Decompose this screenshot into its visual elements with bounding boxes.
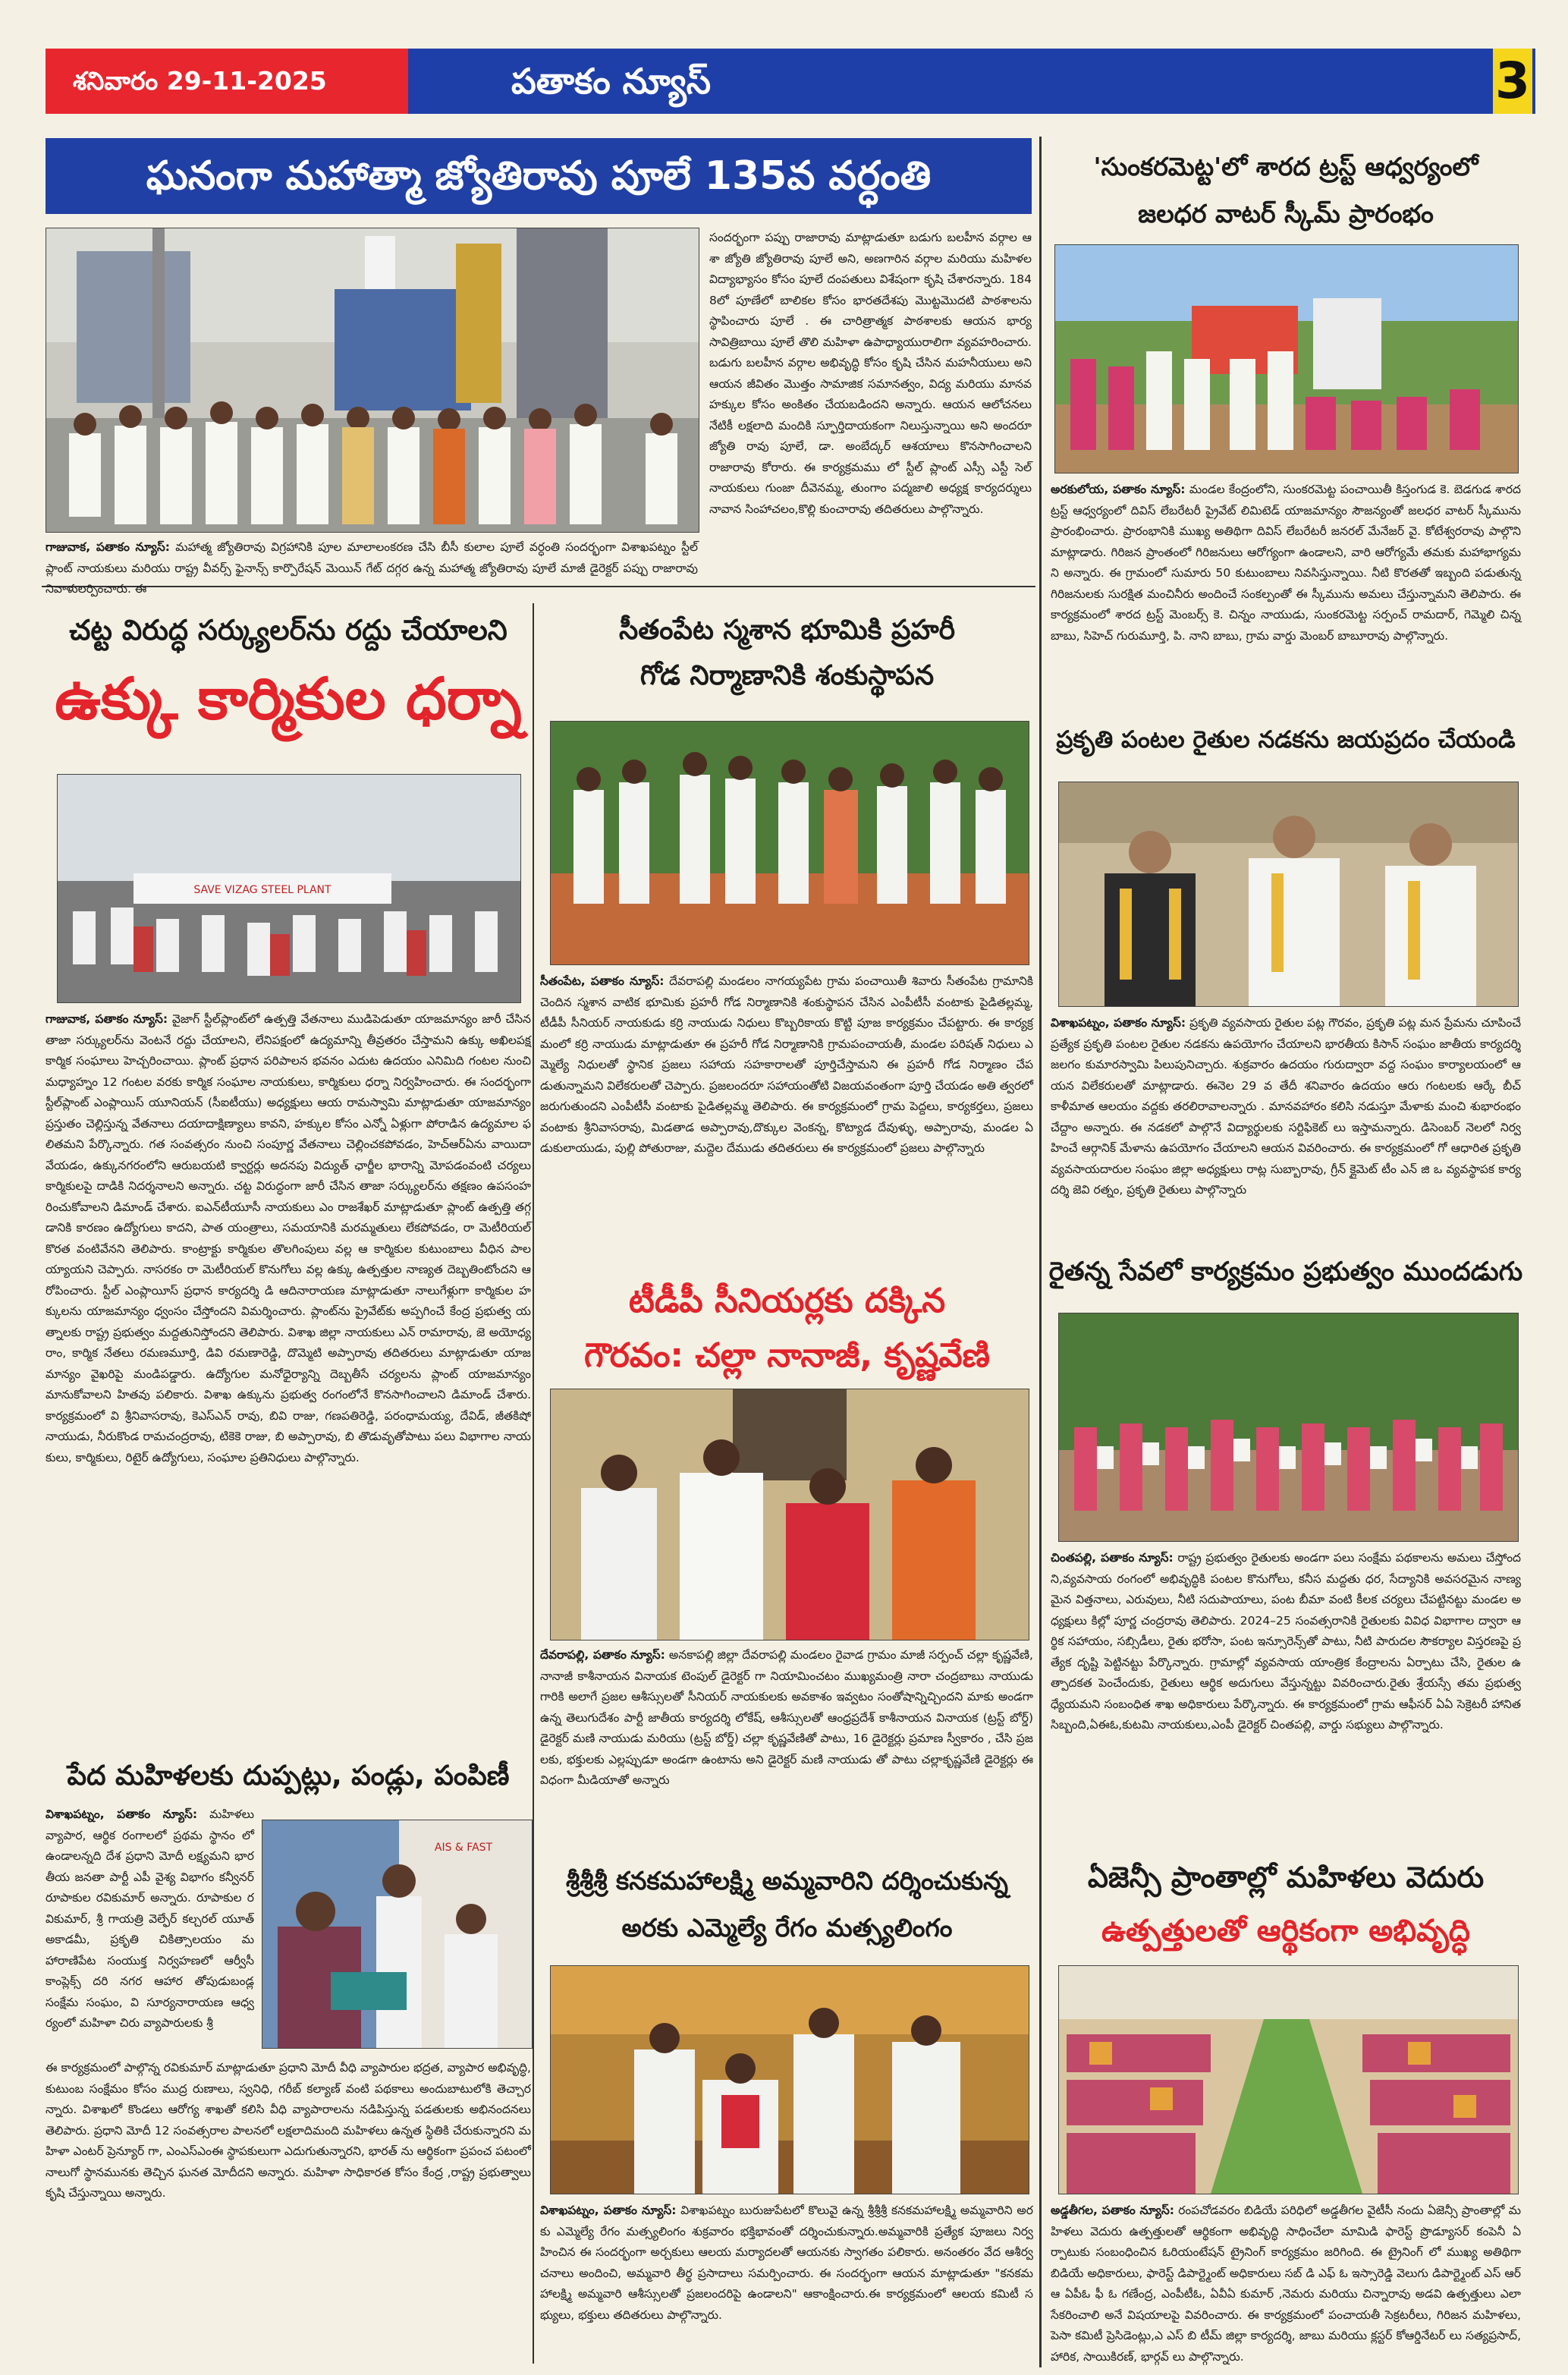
story9-text: రాష్ట్ర ప్రభుత్వం రైతులకు అండగా పలు సంక్షేమ పథకాలను అమలు చేస్తోందని,వ్యవసాయ రంగంలో అభివృద్ధికి పంటల కొనుగోలు, కనీస మద్దతు ధర, సేద్యానికి అవసరమైన నాణ్యమైన విత్తనాలు, ఎరువులు, నీటి సదుపాయాలు, పంట బీమా వంటి కీలక చర్యలు చేపట్టినట్టు మండల అధ్యక్షులు కిల్లో పూర్ణ చంద్రరావు తెలిపారు. 2024–25 సంవత్సరానికి రైతులకు వివిధ విభాగాల ద్వారా ఆర్థిక సహాయం, సబ్సిడీలు, రైతు భరోసా, పంట ఇన్సూరెన్స్‌తో పాటు, నీటి పారుదల సౌకర్యాల విస్తరణపై ప్రత్యేక దృష్టి పెట్టినట్టు పేర్కొన్నారు. గ్రామాల్లో వ్యవసాయ యాంత్రిక కేంద్రాలను ఏర్పాటు చేసి, రైతుల ఉత్పాదకత పెంచేందుకు, రైతులు ఆర్థిక అదుగులు వేస్తున్నట్టు వివరించారు.రైతు శ్రేయస్సే తమ ప్రభుత్వ ధ్యేయమని సంబంధిత శాఖ అధికారులు పేర్కొన్నారు. ఈ కార్యక్రమంలో గ్రామ ఆఫీసర్ ఏఏ సెక్రెటరీ హానిత సిబ్బంది,ఏఈఓ,కుటమి నాయకులు,ఎంపీ డైరెక్టర్ చింతపల్లి, వార్డు సభ్యులు పాల్గొన్నారు. bbox=[1051, 1551, 1521, 1732]
story4-headline: పేద మహిళలకు దుప్పట్లు, పండ్లు, పంపిణీ bbox=[67, 1760, 510, 1791]
story2-headline-line1: 'సుంకరమెట్ట'లో శారద ట్రస్ట్ ఆధ్వర్యంలో bbox=[1093, 152, 1478, 181]
story3-text: వైజాగ్ స్టీల్‌ప్లాంట్‌లో ఉత్పత్తి వేతనాలు ముడిపెడుతూ యాజమాన్యం జారీ చేసిన తాజా సర్క్యులర్‌ను వెంటనే రద్దు చేయాలని, లేనిపక్షంలో ఉద్యమాన్ని తీవ్రతరం చేస్తామని ఉక్కు అఖిలపక్ష కార్మిక సంఘాలు హెచ్చరించాయి. ప్లాంట్ ప్రధాన పరిపాలన భవనం ఎదుట ఉదయం ఎనిమిది గంటల నుంచి మధ్యాహ్నం 12 గంటల వరకు కార్మిక సంఘాల నాయకులు, కార్మికులు ధర్నా నిర్వహించారు. ఈ సందర్భంగా స్టీల్‌ప్లాంట్ ఎంప్లాయిస్ యూనియన్ (సీఐటీయు) అధ్యక్షులు ఆయ రామస్వామి మాట్లాడుతూ యాజమాన్యం ప్రస్తుతం చెల్లిస్తున్న వేతనాలు దయాదాక్షిణ్యాలు కావని, హక్కుల కోసం ఎన్నో ఏళ్లుగా పోరాడిన ఉద్యమాల ఫలితమని పేర్కొన్నారు. గత సంవత్సరం నుంచి సంపూర్ణ వేతనాలు చెల్లించకపోవడం, హెచ్‌ఆర్‌ఏను వాయిదా వేయడం, ఉక్కునగరంలోని ఆరుబయటి క్వార్టర్లు అదనపు విద్యుత్ ఛార్జీల భారాన్ని మోపడంవంటి చర్యలు కార్మికులపై దాడికి నిదర్శనాలని అన్నారు. చట్ట విరుద్ధంగా జారీ చేసిన తాజా సర్క్యులర్‌ను తక్షణం ఉపసంహరించుకోవాలని డిమాండ్ చేశారు. ఐఎన్‌టీయూసీ నాయకులు ఎం రాజశేఖర్ మాట్లాడుతూ ప్లాంట్ ఉత్పత్తి తగ్గడానికి కారణం ఉద్యోగులు కాదని, పాత యంత్రాలు, సమయానికి మరమ్మతులు లేకపోవడం, రా మెటీరియల్ కొరత వంటివేనని తెలిపారు. కాంట్రాక్టు కార్మికుల తొలగింపులు వల్ల ఆ కార్మికుల కుటుంబాలు వీధిన పాలయ్యాయని చెప్పారు. నాసరకం రా మెటీరియల్ కొనుగోలు వల్ల ఉక్కు ఉత్పత్తుల నాణ్యత దెబ్బతింటోందని ఆరోపించారు. స్టీల్ ఎంప్లాయీస్ ప్రధాన కార్యదర్శి డి ఆదినారాయణ మాట్లాడుతూ నాలుగేళ్లుగా కార్మికుల హక్కులను యాజమాన్యం ధ్వంసం చేస్తోందని విమర్శించారు. ప్లాంట్‌ను ప్రైవేట్‌కు అప్పగించే కేంద్ర ప్రభుత్వ యత్నాలకు రాష్ట్ర ప్రభుత్వం మద్దతునిస్తోందని తెలిపారు. విశాఖ జిల్లా నాయకులు ఎన్ రామారావు, జె అయోధ్యరాం, కార్మిక నేతలు రమణమూర్తి, డివి రమణారెడ్డి, దొమ్మెటి అప్పారావు తదితరులు మాట్లాడుతూ యాజమాన్యం వైఖరిపై మండిపడ్డారు. ఉద్యోగుల మనోధైర్యాన్ని దెబ్బతీసే చర్యలను ప్లాంట్ యాజమాన్యం మానుకోవాలని హితవు పలికారు. విశాఖ ఉక్కును ప్రభుత్వ రంగంలోనే కొనసాగించాలని డిమాండ్ చేశారు. కార్యక్రమంలో వి శ్రీనివాసరావు, కెఎస్ఎన్ రావు, బివి రాజు, గణపతిరెడ్డి, పరంధామయ్య, దేవిడ్, జీతకిషో నాయుడు, నీరుకొండ రామచంద్రరావు, టికెకె రాజు, బి అప్పారావు, బి తొడువృతోపాటు పలు విభాగాల నాయకులు, కార్మికులు, రిటైర్ ఉద్యోగులు, సంఘాల ప్రతినిధులు పాల్గొన్నారు. bbox=[46, 1012, 532, 1464]
story7-headline-line1: శ్రీశ్రీశ్రీ కనకమహాలక్ష్మి అమ్మవారిని దర్శించుకున్న bbox=[566, 1866, 1008, 1895]
story10-headline-line1: ఏజెన్సీ ప్రాంతాల్లో మహిళలు వెదురు bbox=[1087, 1861, 1485, 1894]
page-number: 3 bbox=[1493, 49, 1532, 114]
story7-photo bbox=[550, 1965, 1029, 2194]
masthead bbox=[46, 49, 1532, 114]
story8-body bbox=[1051, 1013, 1521, 1241]
story2-dateline: అరకులోయ, పతాకం న్యూస్: bbox=[1051, 483, 1186, 496]
story1-photo bbox=[46, 228, 699, 533]
story10-photo bbox=[1058, 1965, 1519, 2194]
story5-text: దేవరాపల్లి మండలం నాగయ్యపేట గ్రామ పంచాయితీ శివారు సీతంపేట గ్రామానికి చెందిన స్మశాన వాటిక భూమికు ప్రహరీ గోడ నిర్మాణానికి శంకుస్థాపన చేసిన ఎంపీటీసీ వంటాకు పైడితల్లమ్మ, టీడీపీ సీనియర్ నాయకుడు కర్రి నాయుడు నిధులు కొబ్బరికాయ కొట్టి పూజ కార్యక్రమం చేపట్టారు. ఈ కార్యక్రమంలో కర్రి నాయుడు మాట్లాడుతూ ఈ ప్రహరీ గోడ నిర్మాణానికి గ్రామపంచాయతీ, మండల పరిషత్ నిధులు ఎమ్మెల్యే నిధులతో స్థానిక ప్రజలు సహాయ సహకారాలతో పూర్తిచేస్తామని ఈ ప్రహరీ గోడ నిర్మాణం చేపడుతున్నామని విలేకరులతో చెప్పారు. ప్రజలందరూ సహాయంతోటి విజయవంతంగా పూర్తి చేయడం అతి త్వరలో జరుగుతుందని ఎంపీటీసీ వంటాకు పైడితల్లమ్మ తెలిపారు. ఈ కార్యక్రమంలో గ్రామ పెద్దలు, కార్యకర్తలు, ప్రజలు వంటాకు శ్రీనివాసరావు, మిడతాడ అప్పారావు,దొక్కుల వెంకన్న, కొట్యాడ దేవుళ్ళు, అప్పారావు, మండల ఏడుకులాయుడు, పుల్లి పోతురాజు, మద్దెల దేముడు తదితరులు ఈ కార్యక్రమంలో ప్రజలు పాల్గొన్నారు bbox=[540, 974, 1033, 1155]
story5-dateline: సీతంపేట, పతాకం న్యూస్: bbox=[540, 974, 665, 988]
story6-headline-line1: టీడీపీ సీనియర్లకు దక్కిన bbox=[628, 1282, 946, 1320]
rule-vertical-right bbox=[1039, 137, 1042, 2367]
story9-headline: రైతన్న సేవలో కార్యక్రమం ప్రభుత్వం ముందడుగు bbox=[1048, 1257, 1523, 1287]
story7-headline-line2: అరకు ఎమ్మెల్యే రేగం మత్స్యలింగం bbox=[621, 1913, 953, 1942]
rule-vertical-mid bbox=[533, 603, 534, 2364]
story1-lead: మహాత్మ జ్యోతిరావు విగ్రహానికి పూల మాలాలంకరణ చేసి బీసీ కులాల పూలే వర్ధంతి సందర్భంగా విశాఖపట్నం స్టీల్ ప్లాంట్ నాయకులు మరియు రాష్ట్ర వీవర్స్ ఫైనాన్స్ కార్పొరేషన్ మెయిన్ గేట్ దగ్గర ఉన్న మహాత్మ జ్యోతిరావు పూలే మాజీ డైరెక్టర్ పప్పు రాజారావు నివాళులర్పించారు. ఈ bbox=[46, 540, 699, 596]
story1-body: సందర్భంగా పప్పు రాజారావు మాట్లాడుతూ బడుగు బలహీన వర్గాల ఆశా జ్యోతి జ్యోతిరావు పూలే అని, అణగారిన వర్గాల మరియు మహిళల విద్యాభ్యాసం కోసం పూలే దంపతులు విశేషంగా కృషి చేశారన్నారు. 1848లో పూణేలో బాలికల కోసం భారతదేశపు మొట్టమొదటి పాఠశాలను స్థాపించారు పూలే . ఈ చారిత్రాత్మక పాఠశాలకు ఆయన భార్య సావిత్రిబాయి పూలే తొలి మహిళా ఉపాధ్యాయురాలిగా వ్యవహరించారు. బడుగు బలహీన వర్గాల అభివృద్ధి కోసం కృషి చేసిన మహనీయులు అని ఆయన జీవితం మొత్తం సామాజిక సమానత్వం, విద్య మరియు మానవ హక్కుల కోసం అంకితం చేయబడిందని అన్నారు. ఆయన ఆలోచనలు నేటికీ లక్షలాది మందికి స్ఫూర్తిదాయకంగా నిలుస్తున్నాయి అని అందరూ జ్యోతి రావు పూలే, డా. అంబేద్కర్ ఆశయాలు కొనసాగించాలని రాజారావు కోరారు. ఈ కార్యక్రమము లో స్టీల్ ప్లాంట్ ఎస్సీ ఎస్టీ సెల్ నాయకులు గుంజా దీవెనమ్మ, తుంగాం పద్మజాలి అధ్యక్ష కార్యదర్శులు నావాన సింహాచలం,కొల్లి కుంచారావు తదితరులు పాల్గొన్నారు. bbox=[709, 231, 1032, 516]
story1-caption bbox=[46, 537, 699, 596]
story10-dateline: అడ్డతీగల, పతాకం న్యూస్: bbox=[1051, 2204, 1174, 2217]
story6-body bbox=[540, 1645, 1033, 1854]
story8-photo bbox=[1058, 782, 1519, 1007]
story8-headline: ప్రకృతి పంటల రైతుల నడకను జయప్రదం చేయండి bbox=[1056, 726, 1516, 753]
story3-body bbox=[46, 1009, 531, 1749]
story3-headline-line1: చట్ట విరుద్ధ సర్క్యులర్‌ను రద్దు చేయాలని bbox=[69, 614, 507, 646]
story5-body bbox=[540, 971, 1033, 1267]
story6-photo bbox=[550, 1389, 1029, 1640]
story9-dateline: చింతపల్లి, పతాకం న్యూస్: bbox=[1051, 1551, 1174, 1565]
story2-text: మండల కేంద్రంలోని, సుంకరమెట్ట పంచాయితీ కిస్తంగుడ కె. బెడగుడ శారద ట్రస్ట్ ఆధ్వర్యంలో దివిస్ లేబరేటరీ ప్రైవేట్ లిమిటెడ్ యాజమాన్యం సౌజన్యంతో జలధర వాటర్ స్కీమును ప్రారంభించారు. ప్రారంభానికి ముఖ్య అతిథిగా దివిస్ లేబరేటరీ జనరల్ మేనేజర్ వై. కోటేశ్వరరావు పాల్గొని మాట్లాడారు. గిరిజన ప్రాంతంలో గిరిజనులు ఆరోగ్యంగా ఉండాలని, వారి ఆరోగ్యమే తమకు మహాభాగ్యమని అన్నారు. ఈ గ్రామంలో సుమారు 50 కుటుంబాలు నివసిస్తున్నాయి. నీటి కొరతతో ఇబ్బంది పడుతున్న గిరిజనులకు సురక్షిత మంచినీరు అందించే సంకల్పంతో ఈ స్కీమును అమలు చేస్తున్నామని తెలిపారు. ఈ కార్యక్రమంలో శారద ట్రస్ట్ మెంబర్స్ కె. చిన్నం నాయుడు, సుంకరమెట్ట సర్పంచ్ రామదార్, గెమ్మెలి చిన్నబాబు, సిహెచ్ గురుమూర్తి, పి. నాని బాబు, గ్రామ వార్డు మెంబర్ బాబూరావు పాల్గొన్నారు. bbox=[1051, 483, 1521, 643]
story3-headline-line2: ఉక్కు కార్మికుల ధర్నా bbox=[55, 665, 522, 732]
masthead-date: శనివారం 29-11-2025 bbox=[46, 49, 408, 114]
story5-photo bbox=[550, 721, 1029, 965]
story1-headline: ఘనంగా మహాత్మా జ్యోతిరావు పూలే 135వ వర్ధంతి bbox=[46, 138, 1032, 214]
story8-text: ప్రకృతి వ్యవసాయ రైతుల పట్ల గౌరవం, ప్రకృతి పట్ల మన ప్రేమను చూపించే ప్రత్యేక ప్రకృతి పంటల రైతుల నడకను ఉపయోగం చేయాలని భారతీయ కిసాన్ సంఘం జాతీయ కార్యదర్శి జలగం కుమారస్వామి పిలుపునిచ్చారు. శుక్రవారం ఉదయం గురుద్వారా వద్ద సంఘం కార్యాలయంలో ఆయన విలేకరులతో మాట్లాడారు. ఈనెల 29 వ తేదీ శనివారం ఉదయం ఆరు గంటలకు ఆర్కే బీచ్ కాళీమాత ఆలయం వద్దకు తరలిరావాలన్నారు . మానవహారం కలిసి నడుస్తూ మేళాకు మంచి శుభారంభం చేద్దాం అన్నారు. ఈ నడకలో పాల్గొనే విద్యార్థులకు సర్టిఫికెట్ లు ఇస్తామన్నారు. డిసెంబర్ నెలలో నిర్వహించే ఆర్గానిక్ మేళాను ఉపయోగం చేయాలని ఆయన వివరించారు. ఈ కార్యక్రమంలో గో ఆధారిత ప్రకృతి వ్యవసాయదారుల సంఘం జిల్లా అధ్యక్షులు రాట్ల సుబ్బారావు, గ్రీన్ క్లైమెట్ టీం ఎన్ జి ఒ వ్యవస్థాపక కార్యదర్శి జెవి రత్నం, ప్రకృతి రైతులు పాల్గొన్నారు bbox=[1051, 1016, 1521, 1197]
story4-body-bottom: ఈ కార్యక్రమంలో పాల్గొన్న రవికుమార్ మాట్లాడుతూ ప్రధాని మోదీ వీధి వ్యాపారుల భద్రత, వ్యాపార అభివృద్ధి, కుటుంబ సంక్షేమం కోసం ముద్ర రుణాలు, స్వనిధి, గరీబ్ కల్యాణ్ వంటి పథకాలు అందుబాటులోకి తెచ్చారన్నారు. విశాఖలో కొండలు ఆరోగ్య శాఖతో కలిసి వీధి వ్యాపారాలను నడిపిస్తున్న పడతులకు అభినందనలు తెలిపారు. ప్రధాని మోదీ 12 సంవత్సరాల పాలనలో లక్షలాదిమంది మహిళలు ఉన్నత స్థితికి చేరుకున్నారని మహిళా ఎంటర్ ప్రెన్యూర్ గా, ఎంఎస్ఎంఈ స్థాపకులుగా ఎదుగుతున్నారని, భారత్ ను ఆర్థికంగా ప్రపంచ పటంలో నాలుగో స్థానమునకు తెచ్చిన ఘనత మోదీదని అన్నారు. మహిళా సాధికారత కోసం కేంద్ర ,రాష్ట్ర ప్రభుత్వాలు కృషి చేస్తున్నాయి అన్నారు. bbox=[46, 2061, 531, 2200]
story6-text: అనకాపల్లి జిల్లా దేవరాపల్లి మండలం రైవాడ గ్రామం మాజీ సర్పంచ్ చల్లా కృష్ణవేణి,నానాజీ కాశీనాయన వినాయక టెంపుల్ డైరెక్టర్ గా నియామించటం ముఖ్యమంత్రి నారా చంద్రబాబు నాయుడు గారికి అలాగే ప్రజల ఆశీస్సులతో సీనియర్ నాయకులకు అవకాశం ఇవ్వటం సంతోషాన్నిచ్చిందని మాకు అండగా ఉన్న తెలుగుదేశం పార్టీ జాతీయ కార్యదర్శి లోకేష్, ఆశీస్సులతో ఆంధ్రప్రదేశ్ కాశీనాయన వినాయక (ట్రస్ట్ బోర్డ్) డైరెక్టర్ మణి నాయుడు మరియు (ట్రస్ట్ బోర్డ్) చల్లా కృష్ణవేణితో పాటు, 16 డైరెక్టర్లు ప్రమాణ స్వీకారం , చేసి ప్రజలకు, భక్తులకు ఎల్లప్పుడూ అండగా ఉంటాను అని డైరెక్టర్ మణి నాయుడు తో పాటు చల్లాకృష్ణవేణి డైరెక్టర్లు ఈ విధంగా మీడియాతో అన్నారు bbox=[540, 1648, 1033, 1787]
story4-dateline: విశాఖపట్నం, పతాకం న్యూస్: bbox=[46, 1807, 198, 1821]
story1-dateline: గాజువాక, పతాకం న్యూస్: bbox=[46, 540, 170, 554]
story4-text1: మహిళలు వ్యాపార, ఆర్థిక రంగాలలో ప్రథమ స్థానం లో ఉండాలన్నది దేశ ప్రధాని మోదీ లక్ష్యమని భారతీయ జనతా పార్టీ ఎపీ వైశ్య విభాగం కన్వీనర్ రూపాకుల రవికుమార్ అన్నారు. రూపాకుల రవికుమార్, శ్రీ గాయత్రి వెల్ఫేర్ కల్చరల్ యూత్ అకాడమీ, ప్రకృతి చికిత్సాలయం మహారాణిపేట సంయుక్త నిర్వహణలో ఆర్వీసీ కాంప్లెక్స్ దరి నగర ఆహార తోపుడుబండ్ల సంక్షేమ సంఘం, వి సూర్యనారాయణ ఆధ్వర్యంలో మహిళా చిరు వ్యాపారులకు శ్రీ bbox=[46, 1807, 254, 2030]
story8-dateline: విశాఖపట్నం, పతాకం న్యూస్: bbox=[1051, 1016, 1186, 1030]
story7-body bbox=[540, 2200, 1033, 2360]
story3-dateline: గాజువాక, పతాకం న్యూస్: bbox=[46, 1012, 168, 1026]
story9-photo bbox=[1058, 1313, 1519, 1542]
story5-headline-line1: సీతంపేట స్మశాన భూమికి ప్రహరీ bbox=[618, 615, 956, 646]
story2-headline-line2: జలధర వాటర్ స్కీమ్ ప్రారంభం bbox=[1138, 199, 1434, 228]
story5-headline-line2: గోడ నిర్మాణానికి శంకుస్థాపన bbox=[639, 660, 935, 691]
story10-body bbox=[1051, 2200, 1521, 2364]
story2-photo bbox=[1054, 244, 1519, 473]
masthead-title: పతాకం న్యూస్ bbox=[408, 49, 1535, 114]
story6-dateline: దేవరాపల్లి, పతాకం న్యూస్: bbox=[540, 1648, 665, 1662]
rule-horizontal-top bbox=[42, 586, 1035, 587]
story10-headline-line2: ఉత్పత్తులతో ఆర్థికంగా అభివృద్ధి bbox=[1101, 1914, 1470, 1949]
story4-body-left bbox=[46, 1804, 254, 2055]
story7-text: విశాఖపట్నం బురుజుపేటలో కొలువై ఉన్న శ్రీశ్రీశ్రీ కనకమహాలక్ష్మి అమ్మవారిని అరకు ఎమ్మెల్యే రేగం మత్స్యలింగం శుక్రవారం భక్తిభావంతో దర్శించుకున్నారు.అమ్మవారికి ప్రత్యేక పూజలు నిర్వహించిన ఈ సందర్భంగా అర్చకులు ఆలయ మర్యాదలతో ఆయనకు స్వాగతం పలికారు. అనంతరం వేద ఆశీర్వచనాలు అందించి, అమ్మవారి తీర్థ ప్రసాదాలు సమర్పించారు. ఈ సందర్భంగా ఆయన మాట్లాడుతూ "కనకమహాలక్ష్మి అమ్మవారి ఆశీస్సులతో ప్రజలందరిపై ఉండాలని" ఆకాంక్షించారు.ఈ కార్యక్రమంలో ఆలయ కమిటీ సభ్యులు, భక్తులు తదితరులు పాల్గొన్నారు. bbox=[540, 2204, 1033, 2322]
story6-headline-line2: గౌరవం: చల్లా నానాజీ, కృష్ణవేణి bbox=[583, 1336, 990, 1375]
shop-sign-text: AIS & FAST bbox=[434, 1842, 493, 1854]
story10-text: రంపచోడవరం బిడియే పరిధిలో అడ్డతీగల వైటీసీ నందు ఏజెన్సీ ప్రాంతాల్లో మహిళలు వెదురు ఉత్పత్తులతో ఆర్థికంగా అభివృద్ధి సాధించేలా మామిడి ఫారెస్ట్ ప్రొడ్యూసర్ కంపెనీ ఏర్పాటుకు సంబంధించిన ఓరియంటేషన్ ట్రైనింగ్ కార్యక్రమం జరిగింది. ఈ ట్రైనింగ్ లో ముఖ్య అతిథిగా బిడియే అధికారులు, ఫారెస్ట్ డిపార్ట్మెంట్ అధికారులు సబ్ డి ఎఫ్ ఓ ఇస్సారెడ్డి వెలుగు డిపార్ట్మెంట్ ఎస్ ఆర్ ఆ ఏపీఓ ఫీ ఓ గణేంద్ర, ఎంపీటీఓ, ఏవీఏ కుమార్ ,నెమరు మరియు చిన్నారావు అడవి ఉత్పత్తులు ఎలా సేకరించాలి అనే విషయాలపై వివరించారు. ఈ కార్యక్రమంలో పంచాయతీ సెక్రటరీలు, గిరిజన మహిళలు, పెసా కమిటీ ప్రెసిడెంట్లు,ఎ ఎస్ బి టీమ్ జిల్లా కార్యదర్శి, జాబు మరియు క్లస్టర్ కోఆర్డినేటర్ లు సత్యప్రసాద్, హారిక, సాయికిరణ్, భార్గవ్ లు పాల్గొన్నారు. bbox=[1051, 2204, 1521, 2364]
story3-photo bbox=[57, 774, 521, 1003]
banner-text: SAVE VIZAG STEEL PLANT bbox=[193, 884, 332, 896]
story2-body bbox=[1051, 480, 1521, 707]
story7-dateline: విశాఖపట్నం, పతాకం న్యూస్: bbox=[540, 2204, 677, 2217]
story4-photo bbox=[262, 1820, 533, 2049]
story9-body bbox=[1051, 1548, 1521, 1844]
